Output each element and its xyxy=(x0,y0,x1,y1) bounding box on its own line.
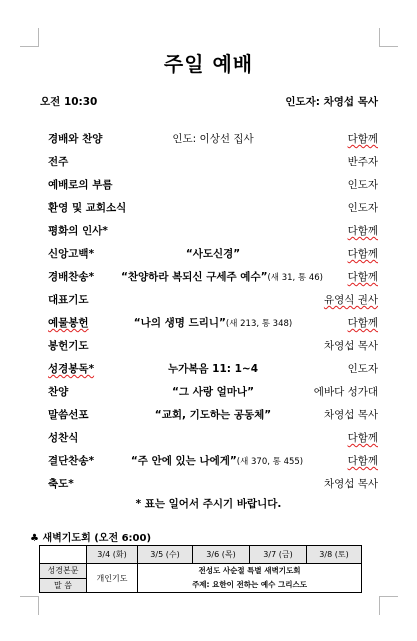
order-content xyxy=(112,269,332,284)
service-time: 오전 10:30 xyxy=(40,96,98,108)
order-row xyxy=(48,200,378,220)
order-participant: 차영섭 목사 xyxy=(323,478,378,490)
order-item: 경배찬송* xyxy=(48,271,95,283)
order-row xyxy=(48,407,378,427)
order-row xyxy=(48,223,378,243)
day-header: 3/6 (목) xyxy=(193,546,250,564)
order-item: 봉헌기도 xyxy=(48,340,89,352)
order-item: 찬양 xyxy=(48,386,69,398)
event-cell xyxy=(138,564,362,593)
hymn-number: (새 213, 통 348) xyxy=(225,319,293,329)
order-item: 대표기도 xyxy=(48,294,89,306)
crop-mark-top-left xyxy=(20,28,39,47)
hymn-number: (새 31, 통 46) xyxy=(267,273,323,283)
table-corner-cell xyxy=(40,546,87,564)
order-participant: 다함께 xyxy=(347,248,378,260)
crop-mark-bottom-left xyxy=(20,596,39,615)
order-participant: 인도자 xyxy=(347,179,378,191)
order-participant: 인도자 xyxy=(347,363,378,375)
order-participant xyxy=(324,292,378,307)
order-participant: 다함께 xyxy=(347,455,378,467)
order-item: 결단찬송* xyxy=(48,455,95,467)
dawn-prayer-heading: ♣ 새벽기도회 (오전 6:00) xyxy=(30,533,152,544)
standing-notice: * 표는 일어서 주시기 바랍니다. xyxy=(135,498,282,510)
order-item: 축도* xyxy=(48,478,74,490)
page-title: 주일 예배 xyxy=(163,52,254,76)
schedule-cell: 개인기도 xyxy=(87,564,138,593)
order-participant: 다함께 xyxy=(347,133,378,145)
order-item: 성찬식 xyxy=(48,432,79,444)
hymn-title: “나의 생명 드리니” xyxy=(133,317,226,329)
order-content: 인도: 이상선 집사 xyxy=(172,133,254,145)
order-row xyxy=(48,292,378,312)
day-header: 3/5 (수) xyxy=(138,546,193,564)
hymn-number: (새 370, 통 455) xyxy=(236,457,304,467)
order-row xyxy=(48,453,378,473)
order-row xyxy=(48,338,378,358)
order-row xyxy=(48,269,378,289)
table-header-row xyxy=(40,546,362,564)
order-row xyxy=(48,246,378,266)
dawn-prayer-table xyxy=(39,545,362,593)
order-content: “사도신경” xyxy=(185,248,241,260)
event-title: 전성도 사순절 특별 새벽기도회 xyxy=(198,566,301,575)
order-item: 신앙고백* xyxy=(48,248,95,260)
order-row xyxy=(48,361,378,381)
order-content: 누가복음 11: 1~4 xyxy=(167,363,259,375)
order-row xyxy=(48,154,378,174)
day-header: 3/8 (토) xyxy=(307,546,362,564)
row-label: 성경본문 xyxy=(40,564,87,579)
crop-mark-bottom-right xyxy=(379,596,398,615)
hymn-title: “주 안에 있는 나에게” xyxy=(130,455,237,467)
service-leader: 인도자: 차영섭 목사 xyxy=(285,96,378,108)
order-row xyxy=(48,430,378,450)
order-participant: 반주자 xyxy=(347,156,378,168)
order-item: 예물봉헌 xyxy=(48,317,89,329)
order-row xyxy=(48,476,378,496)
order-row xyxy=(48,177,378,197)
order-participant: 다함께 xyxy=(347,317,378,329)
order-participant: 다함께 xyxy=(347,271,378,283)
order-row xyxy=(48,315,378,335)
event-theme: 주제: 요한이 전하는 예수 그리스도 xyxy=(192,580,307,589)
order-item: 평화의 인사* xyxy=(48,225,108,237)
hymn-title: “찬양하라 복되신 구세주 예수” xyxy=(121,271,268,283)
order-participant: 다함께 xyxy=(347,432,378,444)
day-header: 3/7 (금) xyxy=(250,546,307,564)
order-content: “그 사랑 얼마나” xyxy=(172,386,254,398)
order-participant: 인도자 xyxy=(347,202,378,214)
order-item: 성경봉독* xyxy=(48,363,95,375)
order-item: 예배로의 부름 xyxy=(48,179,113,191)
order-item: 환영 및 교회소식 xyxy=(48,202,127,214)
order-row xyxy=(48,384,378,404)
order-item: 경배와 찬양 xyxy=(48,133,103,145)
order-row xyxy=(48,131,378,151)
order-content xyxy=(106,453,328,468)
order-item: 전주 xyxy=(48,156,69,168)
table-row xyxy=(40,564,362,579)
row-label: 말 씀 xyxy=(40,578,87,593)
order-content: “교회, 기도하는 공동체” xyxy=(154,409,272,421)
order-participant: 다함께 xyxy=(347,225,378,237)
order-participant: 차영섭 목사 xyxy=(323,340,378,352)
participant-name: 유영식 권사 xyxy=(323,294,378,306)
crop-mark-top-right xyxy=(379,28,398,47)
order-item: 말씀선포 xyxy=(48,409,89,421)
order-participant: 에바다 성가대 xyxy=(313,386,378,398)
day-header: 3/4 (화) xyxy=(87,546,138,564)
order-participant: 차영섭 목사 xyxy=(323,409,378,421)
order-content xyxy=(88,315,338,330)
